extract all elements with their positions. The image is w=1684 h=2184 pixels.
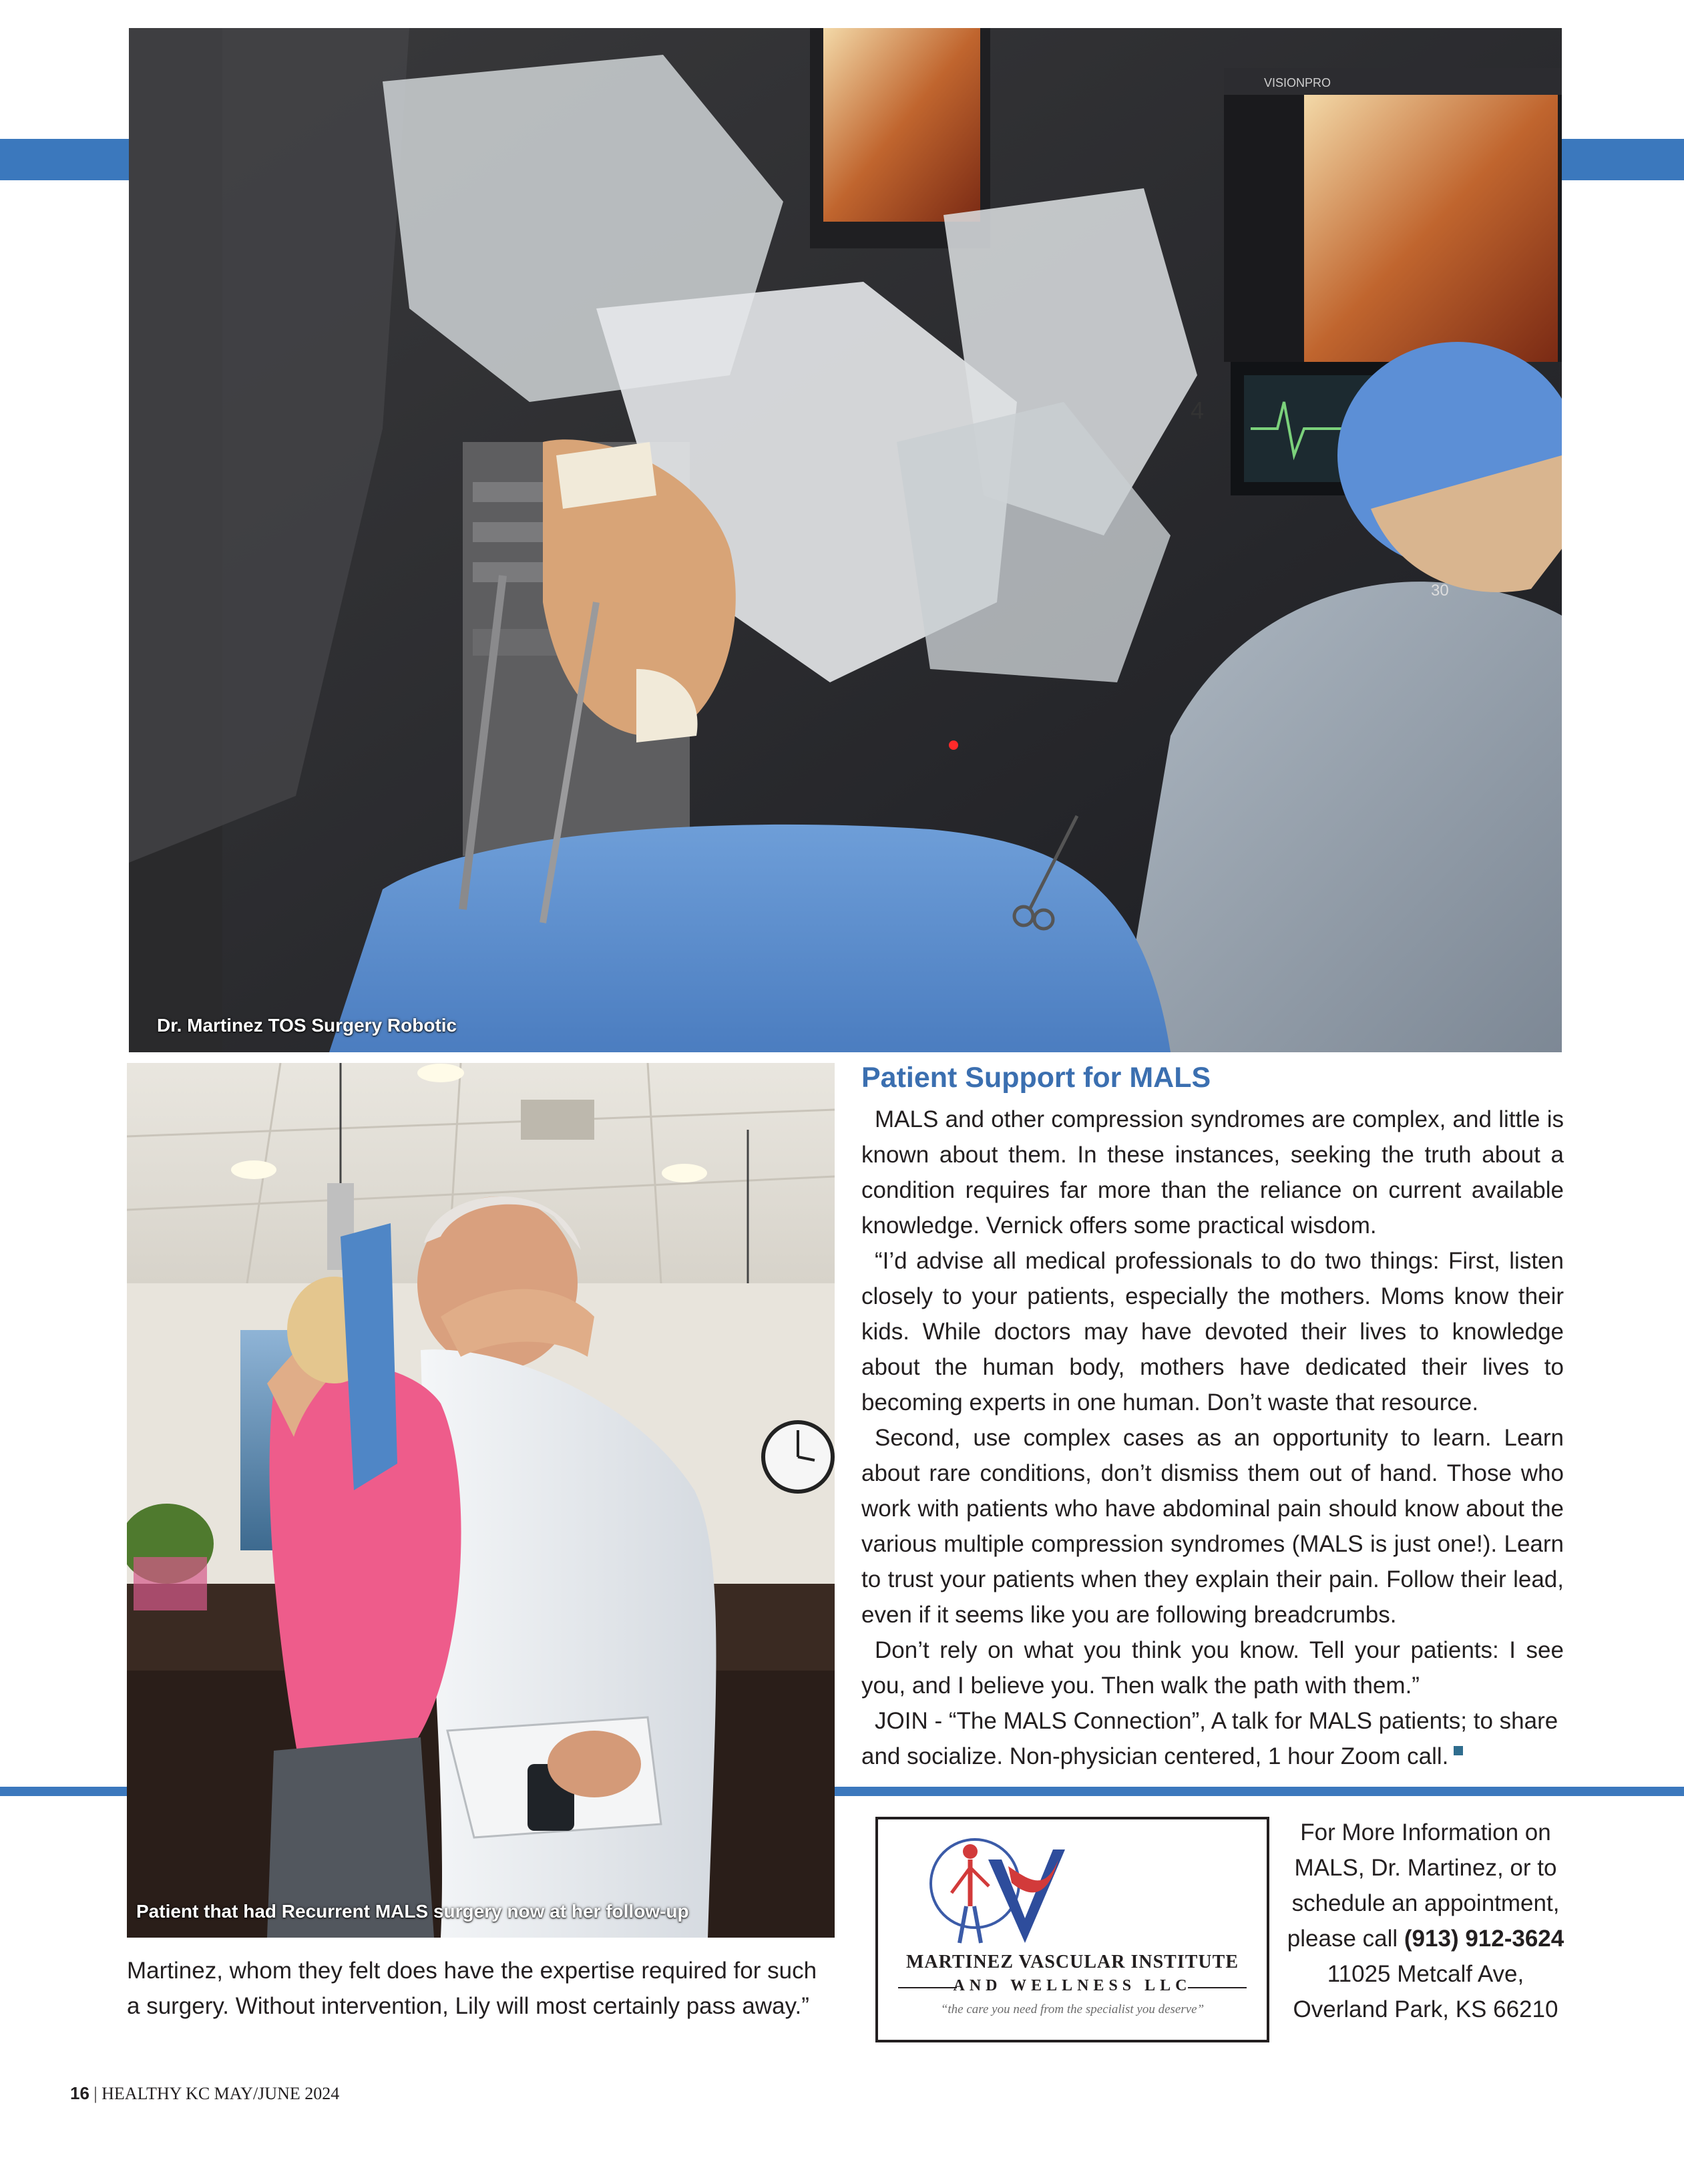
footer-separator: | [93,2084,97,2103]
panel-number: 30 [1431,582,1449,600]
info-line-3: schedule an appointment, [1291,1890,1560,1916]
info-line-4 [1272,1921,1579,1956]
robotic-arm-number: 4 [1191,397,1205,424]
monitor-label: VISIONPRO [1264,76,1331,89]
article-paragraph-1: MALS and other compression syndromes are complex, and little is known about them. In these instances, seeking the truth about a condition requires far more than the reliance on current available knowledge. Vernick offers some practical wisdom. [861,1106,1564,1239]
martinez-vascular-logo [875,1817,1269,2042]
logo-name-line1: MARTINEZ VASCULAR INSTITUTE [906,1952,1239,1972]
address-line-2: Overland Park, KS 66210 [1293,1996,1558,2022]
issue-date: MAY/JUNE 2024 [214,2084,340,2103]
contact-info [1272,1815,1579,2027]
bottom-photo-caption: Patient that had Recurrent MALS surgery now at her follow-up [136,1901,689,1922]
continued-story-text: Martinez, whom they felt does have the expertise required for such a surgery. Without intervention, Lily will most certainly pass away.” [127,1958,817,2019]
logo-tagline: “the care you need from the specialist you deserve” [940,2002,1205,2016]
end-of-article-mark [1454,1746,1463,1755]
top-photo-caption: Dr. Martinez TOS Surgery Robotic [157,1015,457,1036]
article-paragraph-4: Don’t rely on what you think you know. Tell your patients: I see you, and I believe you. Then walk the path with them.” [861,1637,1564,1699]
follow-up-illustration [127,1063,835,1938]
logo-name-line2: AND WELLNESS LLC [953,1977,1192,1994]
robotic-surgery-illustration [129,28,1562,1052]
article-paragraph-5-text: JOIN - “The MALS Connection”, A talk for MALS patients; to share and socialize. Non-physician centered, 1 hour Zoom call. [861,1708,1558,1769]
address-line-1: 11025 Metcalf Ave, [1327,1961,1524,1987]
article-heading: Patient Support for MALS [861,1062,1211,1094]
info-line-2: MALS, Dr. Martinez, or to [1294,1855,1557,1881]
publication-name: HEALTHY KC [101,2084,210,2103]
article-mals-support [861,1059,1564,1774]
follow-up-photo [127,1063,835,1938]
article-paragraph-5 [861,1703,1564,1774]
phone-number[interactable]: (913) 912-3624 [1404,1926,1564,1952]
top-left-accent-bar [0,139,131,180]
info-line-1: For More Information on [1300,1819,1551,1845]
top-right-accent-bar [1560,139,1684,180]
article-paragraph-3: Second, use complex cases as an opportunity to learn. Learn about rare conditions, don’t dismiss them out of hand. Those who work with patients who have abdominal pain should know about the various multiple compression syndromes (MALS is just one!). Learn to trust your patients when they explain their pain. Follow their lead, even if it seems like you are following breadcrumbs. [861,1425,1564,1628]
page-footer [70,2083,339,2104]
info-call-prefix: please call [1287,1926,1398,1952]
robotic-surgery-photo [129,28,1562,1052]
page-number: 16 [70,2083,89,2103]
article-paragraph-2: “I’d advise all medical professionals to do two things: First, listen closely to your patients, especially the mothers. Moms know their kids. While doctors may have devoted their lives to knowledge about the human body, mothers have dedicated their lives to becoming experts in one human. Don’t waste that resource. [861,1248,1564,1415]
